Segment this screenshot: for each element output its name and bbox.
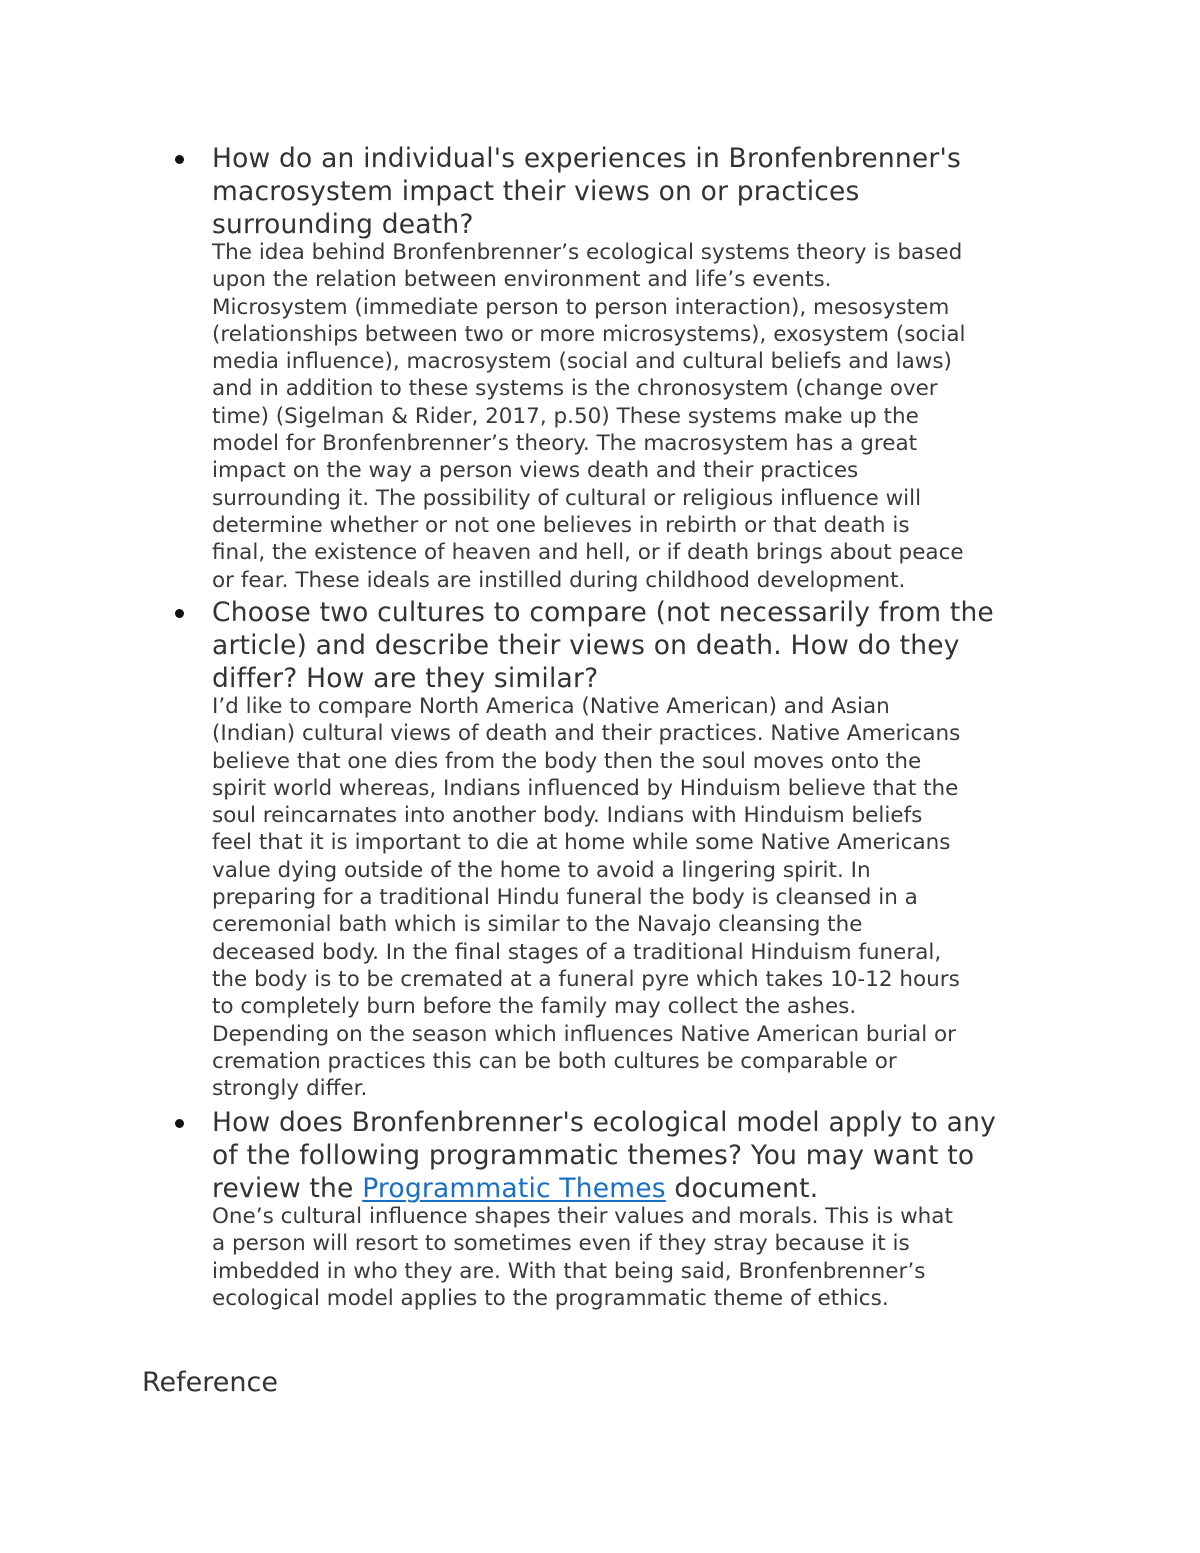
question-line: differ? How are they similar? [212,663,599,694]
question-line: macrosystem impact their views on or practices [212,176,860,207]
answer-text [212,1203,1072,1312]
answer-line: the body is to be cremated at a funeral pyre which takes 10-12 hours [212,966,960,992]
answer-line: (Indian) cultural views of death and their practices. Native Americans [212,721,961,747]
answer-line: impact on the way a person views death and their practices [212,458,859,484]
answer-line: One’s cultural influence shapes their values and morals. This is what [212,1204,953,1229]
question-text-before-link: review the [212,1173,363,1204]
answer-line: feel that it is important to die at home while some Native Americans [212,830,951,856]
question-text [212,596,1072,695]
bullet-icon [175,609,184,618]
question-text [212,1106,1072,1205]
answer-line: spirit world whereas, Indians influenced by Hinduism believe that the [212,775,959,801]
question-text [212,142,1072,241]
list-item [212,1106,1072,1312]
answer-line: and in addition to these systems is the chronosystem (change over [212,376,938,402]
answer-line: value dying outside of the home to avoid a lingering spirit. In [212,857,871,883]
question-text-after-link: document. [665,1173,819,1204]
answer-line: or fear. These ideals are instilled during childhood development. [212,567,906,593]
question-line: article) and describe their views on death. How do they [212,630,960,661]
question-line: Choose two cultures to compare (not necessarily from the [212,597,994,628]
answer-line: upon the relation between environment and life’s events. [212,267,832,293]
answer-line: ecological model applies to the programmatic theme of ethics. [212,1285,889,1311]
question-line [212,1172,1072,1205]
question-line: How do an individual's experiences in Bronfenbrenner's [212,143,962,174]
question-line: How does Bronfenbrenner's ecological model apply to any [212,1107,996,1138]
answer-line: (relationships between two or more microsystems), exosystem (social [212,321,966,347]
answer-line: Microsystem (immediate person to person interaction), mesosystem [212,294,950,320]
answer-line: surrounding it. The possibility of cultural or religious influence will [212,485,922,511]
answer-line: soul reincarnates into another body. Indians with Hinduism beliefs [212,803,923,829]
answer-line: to completely burn before the family may collect the ashes. [212,994,857,1020]
answer-line: strongly differ. [212,1076,368,1102]
answer-line: cremation practices this can be both cultures be comparable or [212,1048,897,1074]
question-line: surrounding death? [212,209,474,240]
answer-text [212,239,1072,594]
answer-text [212,693,1072,1102]
answer-line: imbedded in who they are. With that being said, Bronfenbrenner’s [212,1258,926,1284]
answer-line: time) (Sigelman & Rider, 2017, p.50) These systems make up the [212,403,919,429]
answer-line: Depending on the season which influences Native American burial or [212,1021,956,1047]
answer-line: ceremonial bath which is similar to the Navajo cleansing the [212,912,863,938]
list-item [212,596,1072,1102]
bullet-icon [175,155,184,164]
programmatic-themes-link[interactable]: Programmatic Themes [362,1173,666,1204]
question-line: of the following programmatic themes? You may want to [212,1140,975,1171]
answer-line: deceased body. In the final stages of a traditional Hinduism funeral, [212,939,942,965]
answer-line: preparing for a traditional Hindu funeral the body is cleansed in a [212,885,918,911]
answer-line: determine whether or not one believes in rebirth or that death is [212,512,910,538]
list-item [212,142,1072,594]
reference-heading: Reference [142,1367,278,1398]
answer-line: I’d like to compare North America (Native American) and Asian [212,694,890,719]
answer-line: final, the existence of heaven and hell, or if death brings about peace [212,540,964,566]
answer-line: model for Bronfenbrenner’s theory. The macrosystem has a great [212,431,918,457]
answer-line: media influence), macrosystem (social and cultural beliefs and laws) [212,349,952,375]
answer-line: believe that one dies from the body then the soul moves onto the [212,748,922,774]
bullet-icon [175,1119,184,1128]
answer-line: The idea behind Bronfenbrenner’s ecological systems theory is based [212,240,963,265]
answer-line: a person will resort to sometimes even if they stray because it is [212,1231,910,1257]
